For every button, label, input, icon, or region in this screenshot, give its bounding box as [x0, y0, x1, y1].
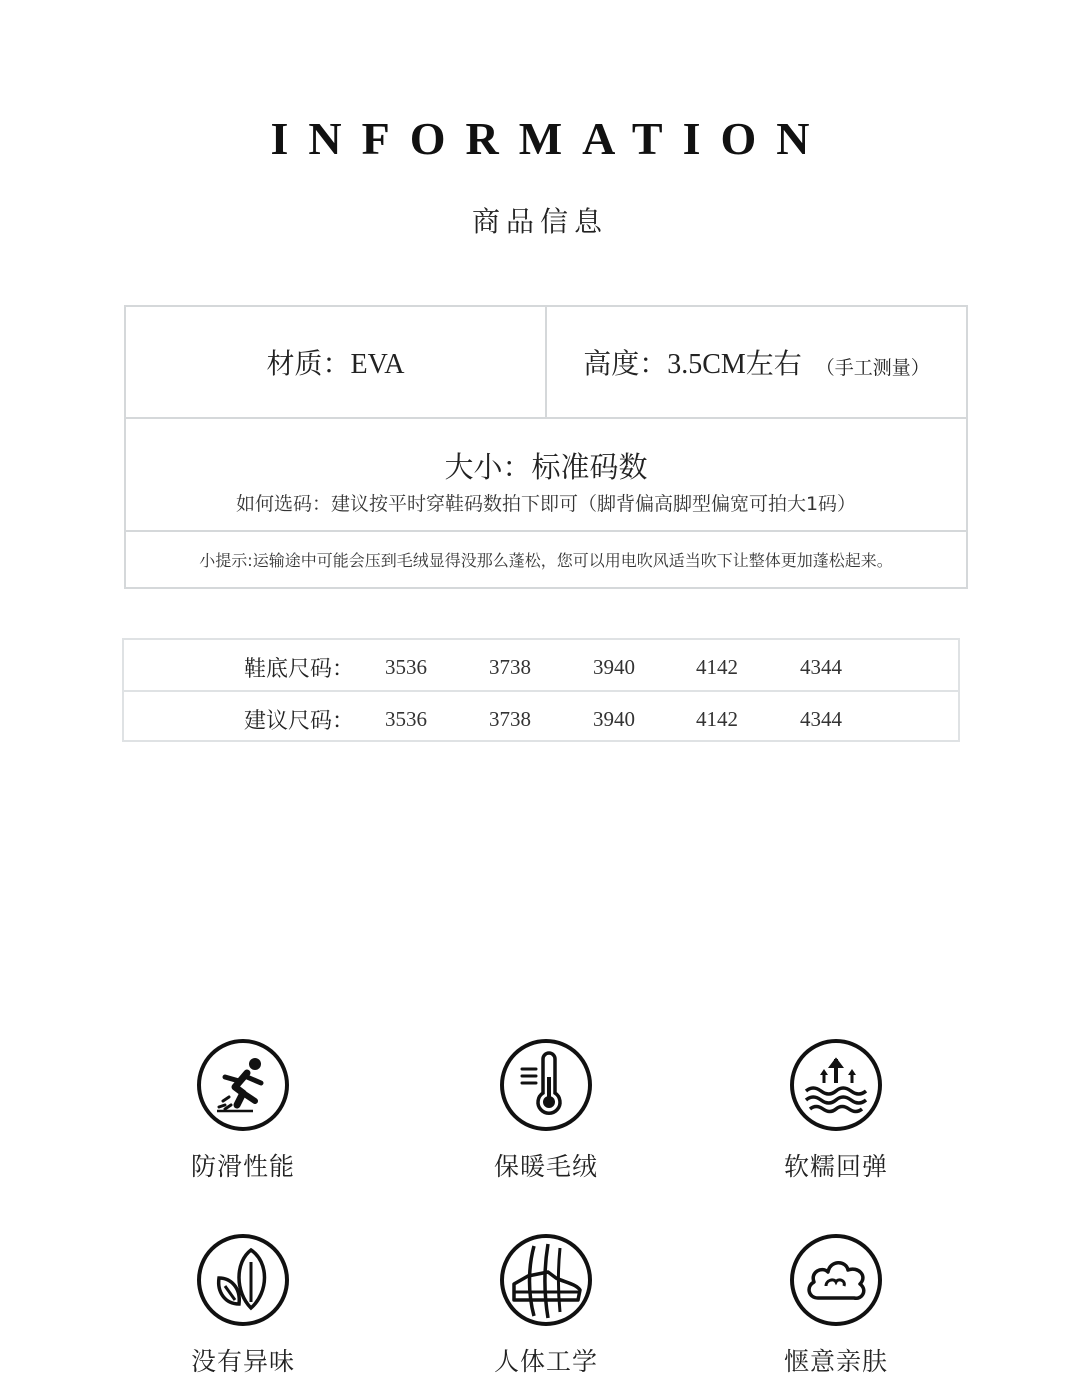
material-cell	[126, 307, 547, 419]
tip-cell	[126, 532, 966, 587]
slip-icon	[195, 1037, 291, 1133]
size-row-sole	[122, 638, 960, 690]
size-title: 大小：标准码数	[444, 450, 648, 484]
size-value: 3536	[385, 707, 427, 731]
height-cell	[547, 307, 966, 419]
feature-ergonomics	[446, 1232, 646, 1378]
size-value: 4344	[800, 655, 842, 679]
info-table	[124, 305, 968, 589]
feature-soft-rebound	[736, 1037, 936, 1183]
size-value: 3738	[489, 707, 531, 731]
feature-warm-plush	[446, 1037, 646, 1183]
tip-text: 小提示:运输途中可能会压到毛绒显得没那么蓬松，您可以用电吹风适当吹下让整体更加蓬松起来。	[199, 551, 893, 570]
feature-label: 人体工学	[493, 1347, 598, 1376]
page-subtitle: 商品信息	[471, 205, 608, 238]
height-note: （手工测量）	[815, 356, 930, 379]
page-title: INFORMATION	[270, 113, 830, 164]
feature-anti-slip	[143, 1037, 343, 1183]
size-cell	[126, 419, 966, 532]
size-row-label: 鞋底尺码：	[244, 657, 355, 682]
height-text: 高度：3.5CM左右	[583, 349, 802, 380]
size-value: 3738	[489, 655, 531, 679]
leaf-icon	[195, 1232, 291, 1328]
thermometer-icon	[498, 1037, 594, 1133]
size-value: 3536	[385, 655, 427, 679]
size-value: 4142	[696, 655, 738, 679]
size-table	[122, 638, 960, 746]
feature-no-odor	[143, 1232, 343, 1378]
feature-label: 软糯回弹	[783, 1152, 888, 1181]
material-text: 材质：EVA	[266, 349, 405, 380]
feature-skin-friendly	[736, 1232, 936, 1378]
size-value: 4142	[696, 707, 738, 731]
feature-label: 防滑性能	[190, 1152, 295, 1181]
size-value: 4344	[800, 707, 842, 731]
size-row-label: 建议尺码：	[244, 709, 355, 734]
size-row-suggested	[122, 690, 960, 742]
rebound-icon	[788, 1037, 884, 1133]
feature-label: 惬意亲肤	[783, 1347, 888, 1376]
ergonomic-shoe-icon	[498, 1232, 594, 1328]
size-value: 3940	[593, 655, 635, 679]
cloud-icon	[788, 1232, 884, 1328]
size-description: 如何选码：建议按平时穿鞋码数拍下即可（脚背偏高脚型偏宽可拍大1码）	[235, 493, 857, 515]
feature-label: 保暖毛绒	[493, 1152, 598, 1181]
feature-label: 没有异味	[190, 1347, 295, 1376]
size-value: 3940	[593, 707, 635, 731]
